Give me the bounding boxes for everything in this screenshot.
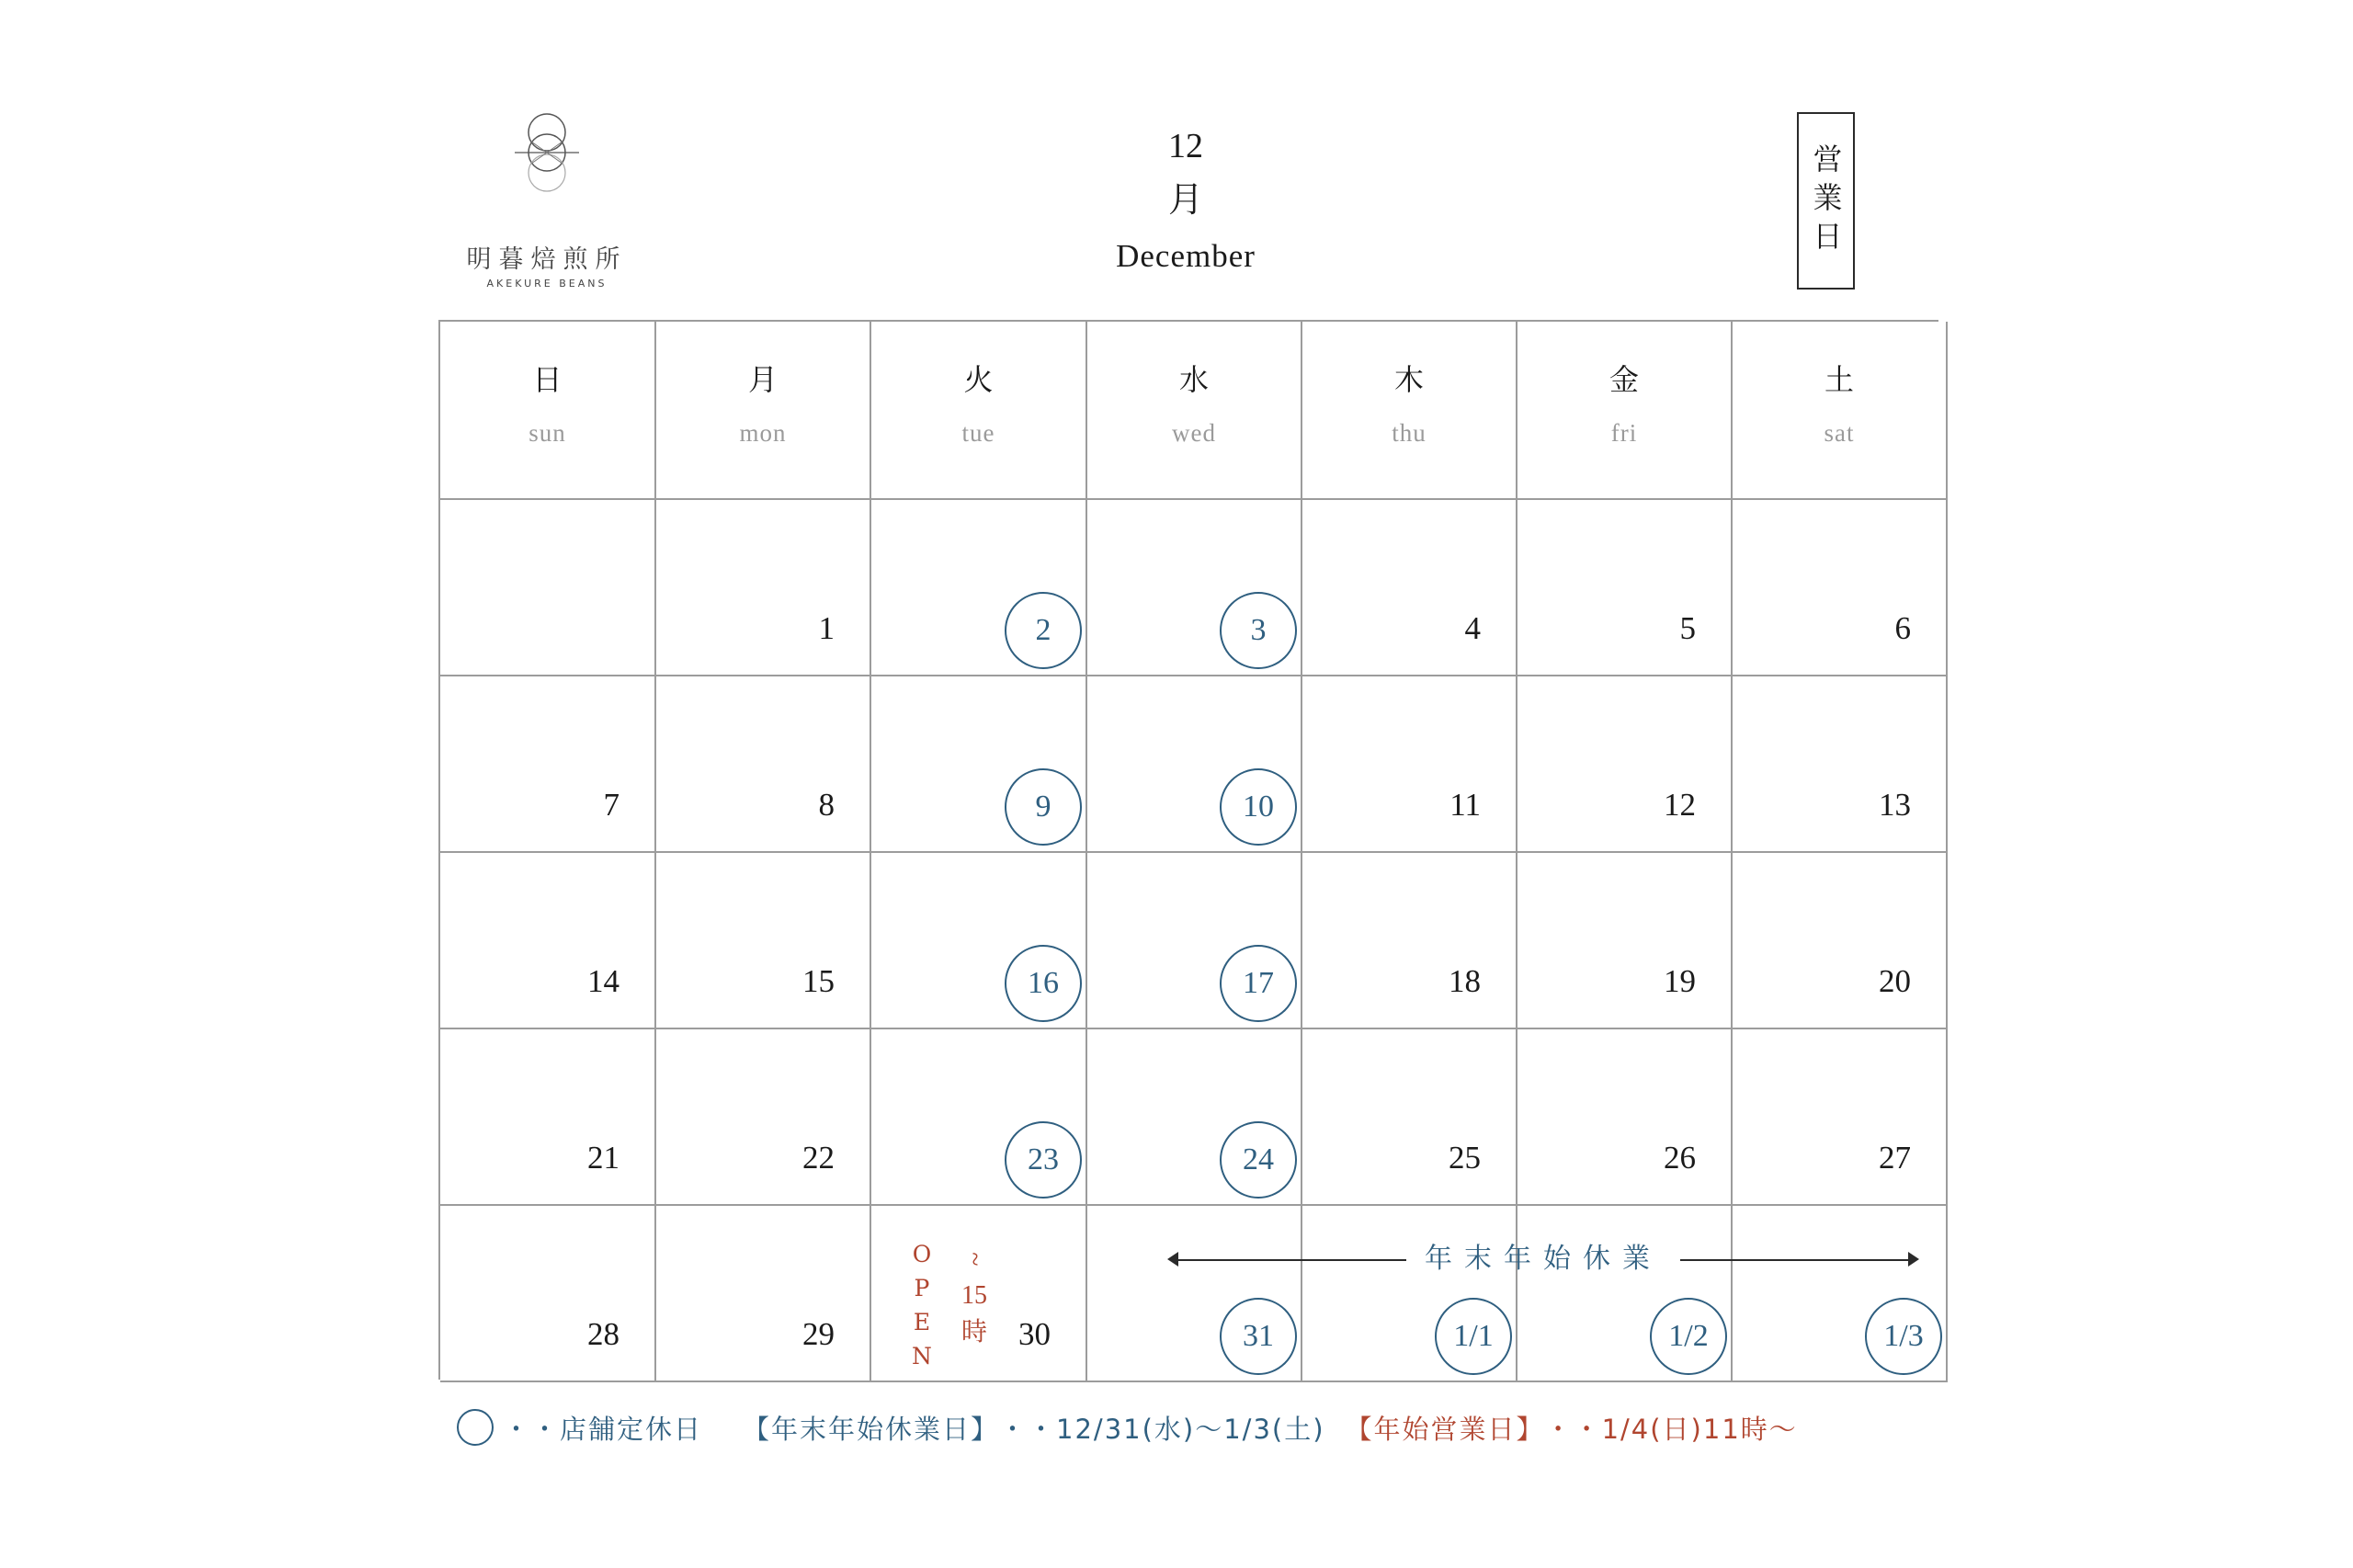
day-number: 12 [1664,787,1696,823]
day-number: 1 [818,610,835,646]
brand-logo [464,110,630,299]
closed-day-number: 1/1 [1435,1298,1512,1375]
legend-holiday-range: ・・12/31(水)〜1/3(土) [999,1413,1325,1445]
weekday-en: mon [739,419,787,447]
day-number: 8 [818,787,835,823]
closed-day-number: 2 [1005,592,1082,669]
day-cell [440,676,656,853]
weekday-jp: 木 [1393,362,1424,397]
day-cell [1518,1206,1733,1382]
day-cell [1302,676,1518,853]
day-cell [1733,853,1948,1029]
open-vertical-label [912,1237,932,1373]
open-letter: P [914,1275,930,1301]
day-number: 6 [1894,610,1911,646]
weekday-header [1518,322,1733,500]
until-15-label [961,1241,987,1351]
day-cell [656,1206,871,1382]
closed-day-number: 1/2 [1650,1298,1727,1375]
brand-name-jp: 明暮焙煎所 [466,245,628,274]
day-cell [1087,853,1302,1029]
day-cell [656,853,871,1029]
day-number: 13 [1879,787,1911,823]
weekday-jp: 土 [1824,362,1854,397]
weekday-header [656,322,871,500]
day-cell [440,1206,656,1382]
day-cell [871,1206,1087,1382]
weekday-header [440,322,656,500]
weekday-jp: 火 [963,362,994,397]
weekday-en: thu [1392,419,1427,447]
open-letter: N [912,1343,932,1369]
until-part: 15 [961,1281,987,1310]
brand-name-en: AKEKURE BEANS [486,278,608,290]
day-cell [1302,853,1518,1029]
day-number: 7 [603,787,620,823]
weekday-jp: 日 [532,362,563,397]
closed-day-number: 17 [1220,945,1297,1022]
day-cell [656,1029,871,1206]
calendar-grid [438,320,1938,1380]
day-cell [656,676,871,853]
day-cell [1087,676,1302,853]
day-cell [1733,1029,1948,1206]
day-cell [1518,500,1733,676]
day-cell [440,853,656,1029]
until-part: ~ [961,1252,989,1267]
weekday-en: wed [1172,419,1216,447]
weekday-jp: 金 [1608,362,1639,397]
business-days-badge [1797,112,1855,290]
day-cell [871,500,1087,676]
day-number: 18 [1449,963,1481,999]
day-cell [1733,500,1948,676]
day-number: 4 [1464,610,1481,646]
holiday-label: 年末年始休業 [1425,1243,1662,1275]
weekday-header [871,322,1087,500]
closed-day-number: 16 [1005,945,1082,1022]
closed-day-number: 3 [1220,592,1297,669]
day-cell [1302,500,1518,676]
day-number: 28 [587,1316,620,1352]
open-letter: O [912,1241,932,1267]
day-cell [1302,1029,1518,1206]
legend-open-title: 【年始営業日】 [1345,1413,1545,1445]
weekday-en: fri [1610,419,1638,447]
weekday-header [1733,322,1948,500]
day-cell [871,853,1087,1029]
arrow-line-right [1680,1259,1910,1261]
day-number: 19 [1664,963,1696,999]
day-cell [440,1029,656,1206]
weekday-jp: 水 [1178,362,1209,397]
day-number: 5 [1679,610,1696,646]
day-number: 20 [1879,963,1911,999]
weekday-en: tue [961,419,995,447]
day-cell [871,1029,1087,1206]
day-number: 15 [802,963,835,999]
day-number: 29 [802,1316,835,1352]
day-cell [656,500,871,676]
day-number: 25 [1449,1140,1481,1176]
day-cell [1518,676,1733,853]
closed-day-number: 24 [1220,1121,1297,1199]
weekday-en: sat [1824,419,1855,447]
day-cell [1087,1206,1302,1382]
month-kanji: 月 [1167,181,1203,220]
day-cell [1087,500,1302,676]
weekday-header [1087,322,1302,500]
closed-day-number: 1/3 [1865,1298,1942,1375]
day-number: 14 [587,963,620,999]
day-cell [1518,853,1733,1029]
until-part: 時 [961,1318,988,1346]
weekday-en: sun [529,419,566,447]
month-header [1057,119,1314,285]
legend [457,1406,1798,1449]
legend-closed-text: ・・店舗定休日 [503,1413,703,1445]
day-number: 21 [587,1140,620,1176]
open-letter: E [913,1309,931,1335]
closed-day-number: 23 [1005,1121,1082,1199]
closed-day-number: 31 [1220,1298,1297,1375]
stacked-circles-icon [506,110,588,211]
day-cell [871,676,1087,853]
badge-label: 営業日 [1808,142,1844,259]
day-number: 22 [802,1140,835,1176]
legend-holiday-title: 【年末年始休業日】 [743,1413,1000,1445]
circle-icon [457,1409,494,1446]
day-number: 11 [1449,787,1481,823]
day-number: 30 [1018,1316,1051,1352]
weekday-jp: 月 [747,362,778,397]
day-number: 27 [1879,1140,1911,1176]
day-cell [440,500,656,676]
day-cell [1518,1029,1733,1206]
month-english: December [1116,238,1256,274]
day-cell [1302,1206,1518,1382]
day-cell [1733,1206,1948,1382]
closed-day-number: 9 [1005,768,1082,846]
arrow-right-icon [1908,1252,1919,1267]
day-cell [1087,1029,1302,1206]
holiday-period-annotation [1167,1239,1919,1279]
closed-day-number: 10 [1220,768,1297,846]
weekday-header [1302,322,1518,500]
legend-open-detail: ・・1/4(日)11時〜 [1544,1413,1798,1445]
month-number: 12 [1168,127,1203,165]
day-cell [1733,676,1948,853]
day-number: 26 [1664,1140,1696,1176]
